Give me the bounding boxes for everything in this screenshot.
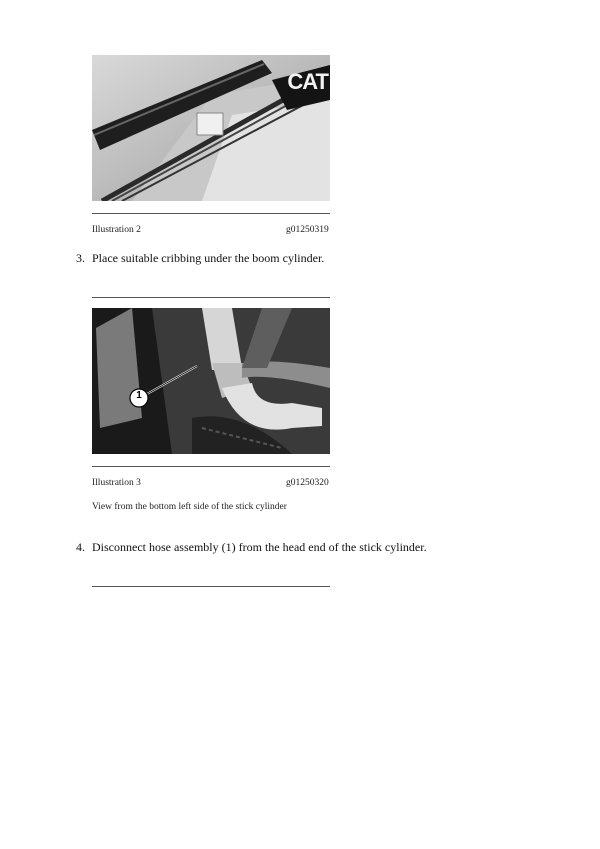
illustration-3-divider <box>92 466 330 467</box>
illustration-2-graphic-id: g01250319 <box>286 225 329 235</box>
illustration-3-graphic-id: g01250320 <box>286 478 329 488</box>
step-3-number: 3. <box>76 251 85 265</box>
step-4-text: Disconnect hose assembly (1) from the head end of the stick cylinder. <box>92 540 427 554</box>
illustration-2-label: Illustration 2 <box>92 225 141 235</box>
step-4 <box>76 540 427 555</box>
illustration-3-description: View from the bottom left side of the stick cylinder <box>92 502 287 512</box>
callout-1: 1 <box>136 390 142 401</box>
illustration-2-divider <box>92 213 330 214</box>
illustration-3-top-divider <box>92 297 330 298</box>
step-3-text: Place suitable cribbing under the boom cylinder. <box>92 251 325 265</box>
illustration-3-label: Illustration 3 <box>92 478 141 488</box>
step-4-number: 4. <box>76 540 85 554</box>
illustration-4-top-divider <box>92 586 330 587</box>
illustration-3-photo <box>92 308 330 454</box>
cat-logo: CAT <box>287 69 328 94</box>
step-3 <box>76 251 324 266</box>
illustration-2-photo <box>92 55 330 201</box>
